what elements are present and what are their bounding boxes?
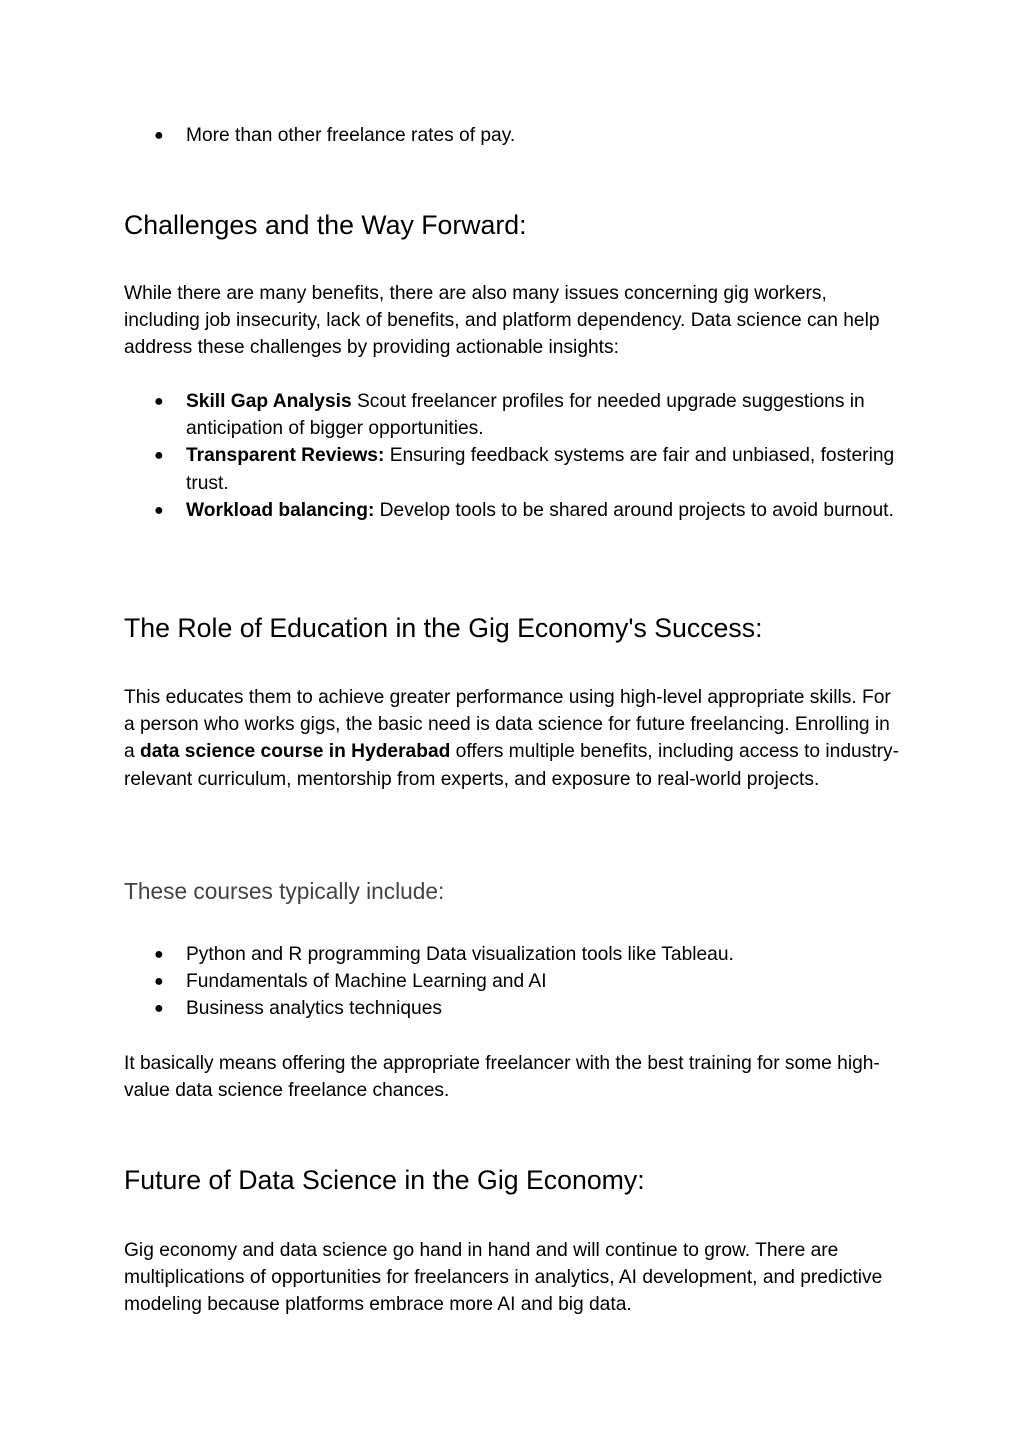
list-item-text: Ensuring feedback systems are fair and unbiased, fostering trust. — [186, 445, 895, 494]
section-heading-education: The Role of Education in the Gig Economy's Success: — [124, 613, 763, 643]
list-item-text: Fundamentals of Machine Learning and AI — [186, 971, 547, 993]
bullet-icon: ● — [154, 946, 164, 963]
list-item — [124, 968, 904, 995]
bullet-icon: ● — [154, 127, 164, 144]
list-item — [124, 995, 904, 1022]
list-item-text: Develop tools to be shared around projects to avoid burnout. — [374, 499, 894, 521]
bullet-icon: ● — [154, 973, 164, 991]
list-item-term: Skill Gap Analysis — [186, 391, 352, 412]
section-heading-future: Future of Data Science in the Gig Economy: — [124, 1165, 645, 1195]
list-item — [124, 388, 904, 442]
list-item-text: Business analytics techniques — [186, 998, 442, 1020]
challenges-intro-paragraph: While there are many benefits, there are also many issues concerning gig workers, including job insecurity, lack of benefits, and platform dependency. Data science can help address these challenges by providing actionable insights: — [124, 283, 880, 359]
list-item-term: Workload balancing: — [186, 499, 375, 521]
bullet-icon: ● — [154, 501, 164, 519]
education-closing-paragraph: It basically means offering the appropriate freelancer with the best training for some high-value data science freelance chances. — [124, 1053, 880, 1102]
section-heading-challenges: Challenges and the Way Forward: — [124, 210, 527, 240]
list-item — [124, 941, 904, 968]
list-item-text: Scout freelancer profiles for needed upgrade suggestions in anticipation of bigger opportunities. — [186, 391, 865, 440]
list-item-term: Transparent Reviews: — [186, 445, 385, 467]
list-item — [124, 442, 904, 496]
bullet-icon: ● — [154, 393, 164, 410]
education-paragraph — [124, 684, 904, 793]
list-item-text: More than other freelance rates of pay. — [186, 125, 516, 146]
courses-bullet-list — [124, 941, 904, 1023]
education-paragraph-end: offers multiple benefits, including access to industry-relevant curriculum, mentorship from experts, and exposure to real-world projects. — [124, 741, 899, 790]
bullet-icon: ● — [154, 447, 164, 465]
list-item-text: Python and R programming Data visualization tools like Tableau. — [186, 944, 734, 965]
future-paragraph: Gig economy and data science go hand in hand and will continue to grow. There are multiplications of opportunities for freelancers in analytics, AI development, and predictive modeling because platforms embrace more AI and big data. — [124, 1240, 883, 1316]
education-paragraph-start: This educates them to achieve greater performance using high-level appropriate skills. For a person who works gigs, the basic need is data science for future freelancing. Enrolling in a — [124, 687, 891, 763]
list-item — [124, 122, 904, 149]
bullet-icon: ● — [154, 1000, 164, 1018]
courses-subheading: These courses typically include: — [124, 878, 445, 904]
challenges-bullet-list — [124, 388, 904, 524]
top-bullet-list — [124, 122, 904, 149]
course-highlight: data science course in Hyderabad — [140, 741, 451, 763]
list-item — [124, 497, 904, 524]
